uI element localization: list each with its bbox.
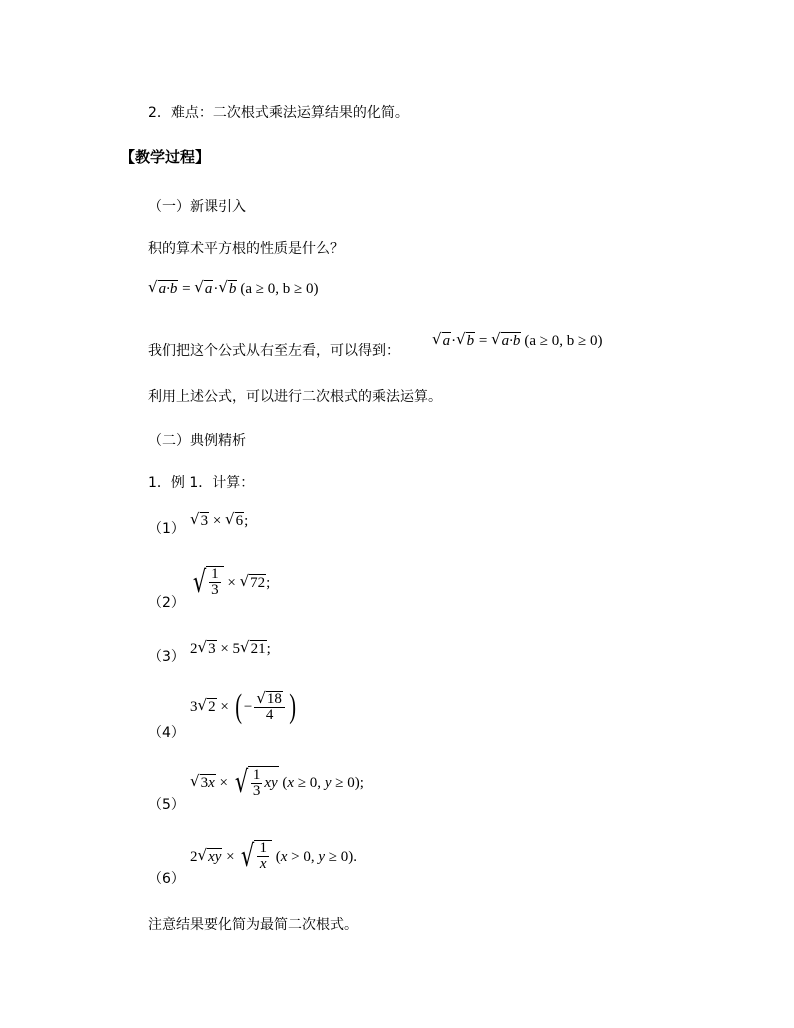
section-title: 【教学过程】 [120, 148, 211, 166]
formula2-cond: (a ≥ 0, b ≥ 0) [524, 332, 603, 349]
item-4-expr: 3 √ 2 × ( − √ 18 4 ) [190, 688, 296, 725]
formula-reverse: √ a · √ b = √ a·b (a ≥ 0, b ≥ 0) [432, 330, 603, 349]
item-6-label: （6） [148, 871, 185, 887]
formula2-a: a [442, 333, 451, 349]
difficulty-point: 2．难点：二次根式乘法运算结果的化简。 [148, 105, 409, 121]
item-3-expr: 2 √ 3 × 5 √ 21 ; [190, 638, 271, 657]
item-3-label: （3） [148, 649, 185, 665]
formula-product-root: √ a·b = √ a · √ b (a ≥ 0, b ≥ 0) [148, 278, 319, 297]
usage-text: 利用上述公式，可以进行二次根式的乘法运算。 [148, 389, 442, 405]
item-2-label: （2） [148, 595, 185, 611]
reverse-text: 我们把这个公式从右至左看，可以得到： [148, 343, 400, 359]
example-title: 1．例 1．计算： [148, 475, 255, 491]
part2-title: （二）典例精析 [148, 433, 246, 449]
item-4-label: （4） [148, 725, 185, 741]
item-5-expr: √ 3x × √ $\frac{1}{3}$ xy (x ≥ 0, y ≥ 0); [190, 765, 364, 800]
item-1-expr: √ 3 × √ 6 ; [190, 510, 249, 529]
formula1-a: a [204, 281, 213, 297]
formula2-rhs: a·b [501, 333, 521, 349]
part1-title: （一）新课引入 [148, 199, 246, 215]
item-1-label: （1） [148, 521, 185, 537]
note-text: 注意结果要化简为最简二次根式。 [148, 917, 358, 933]
item-2-expr: √ $\frac{1}{3}$ × √ 72 ; [192, 565, 271, 600]
item-5-label: （5） [148, 797, 185, 813]
formula2-b: b [466, 333, 475, 349]
item-6-expr: 2 √ xy × √ $\frac{1}{x}$ (x > 0, y ≥ 0). [190, 839, 358, 874]
formula1-cond: (a ≥ 0, b ≥ 0) [240, 280, 319, 297]
formula1-b: b [228, 281, 237, 297]
formula1-lhs: a·b [158, 281, 178, 297]
question-text: 积的算术平方根的性质是什么？ [148, 241, 344, 257]
